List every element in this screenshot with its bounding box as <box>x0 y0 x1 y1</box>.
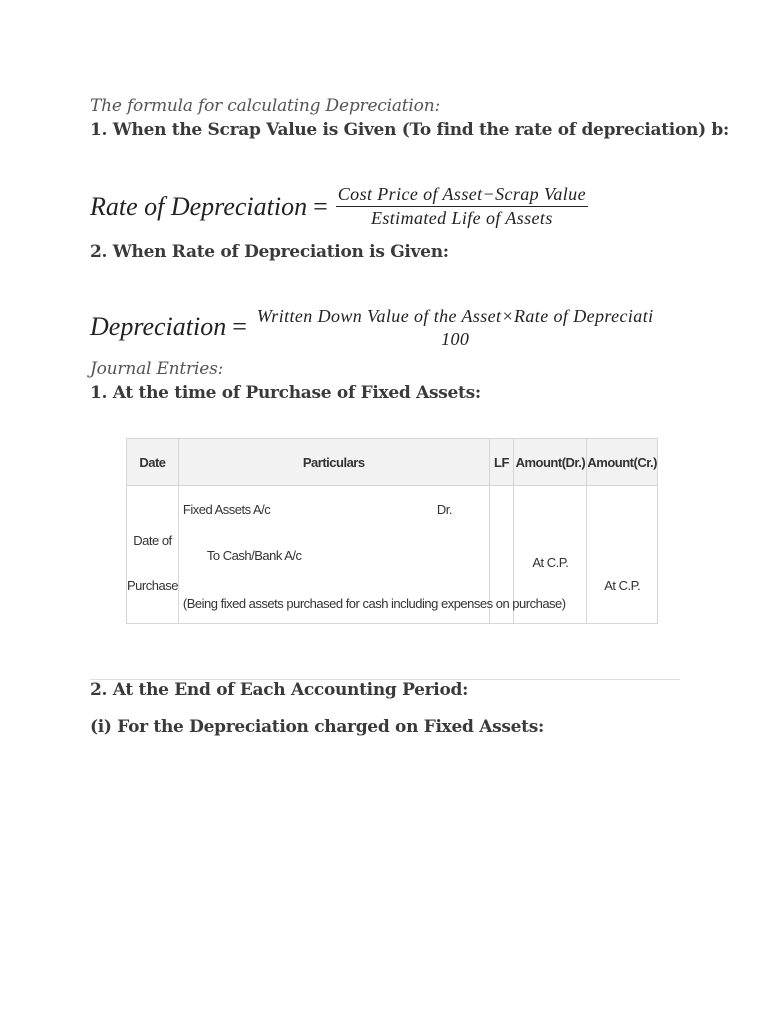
date-line-1: Date of <box>133 532 172 548</box>
formula1-equals: = <box>313 191 328 221</box>
table-header-row <box>127 439 657 486</box>
case2-heading: 2. When Rate of Depreciation is Given: <box>90 242 449 262</box>
header-amount-cr: Amount(Cr.) <box>587 439 657 486</box>
journal-table <box>127 439 657 623</box>
formula2-numerator: Written Down Value of the Asset×Rate of Depreciati <box>256 306 654 326</box>
header-date: Date <box>127 439 178 486</box>
amount-cr-cell <box>587 486 657 624</box>
intro-text: The formula for calculating Depreciation: <box>90 96 440 116</box>
formula1-numerator: Cost Price of Asset−Scrap Value <box>337 184 586 204</box>
date-line-2: Purchase <box>127 577 178 593</box>
header-particulars: Particulars <box>178 439 489 486</box>
journal-entry-table <box>126 438 658 624</box>
formula2-equals: = <box>232 312 247 341</box>
amount-cr-value: At C.P. <box>604 578 641 593</box>
debit-account: Fixed Assets A/c <box>182 502 271 517</box>
table-row <box>127 486 657 624</box>
case1-heading: 1. When the Scrap Value is Given (To find the rate of depreciation) b: <box>90 120 729 140</box>
amount-dr-value: At C.P. <box>532 555 569 570</box>
header-amount-dr: Amount(Dr.) <box>514 439 587 486</box>
formula2-fraction <box>255 306 656 348</box>
header-lf: LF <box>489 439 514 486</box>
journal2-subheading: (i) For the Depreciation charged on Fixed Assets: <box>90 717 544 737</box>
formula-rate-of-depreciation <box>90 184 588 229</box>
dr-marker: Dr. <box>436 502 453 517</box>
formula-depreciation <box>90 306 656 348</box>
formula2-lhs: Depreciation <box>90 312 227 341</box>
narration: (Being fixed assets purchased for cash including expenses on purchase) <box>182 596 566 611</box>
credit-account: To Cash/Bank A/c <box>206 548 302 563</box>
formula1-fraction <box>336 184 588 229</box>
journal2-heading: 2. At the End of Each Accounting Period: <box>90 680 469 700</box>
journal-entries-title: Journal Entries: <box>90 359 224 379</box>
formula1-lhs: Rate of Depreciation <box>90 191 308 221</box>
formula1-denominator: Estimated Life of Assets <box>370 208 553 228</box>
formula2-denominator: 100 <box>441 329 470 348</box>
journal1-heading: 1. At the time of Purchase of Fixed Assets: <box>90 383 481 403</box>
date-cell <box>127 486 178 624</box>
